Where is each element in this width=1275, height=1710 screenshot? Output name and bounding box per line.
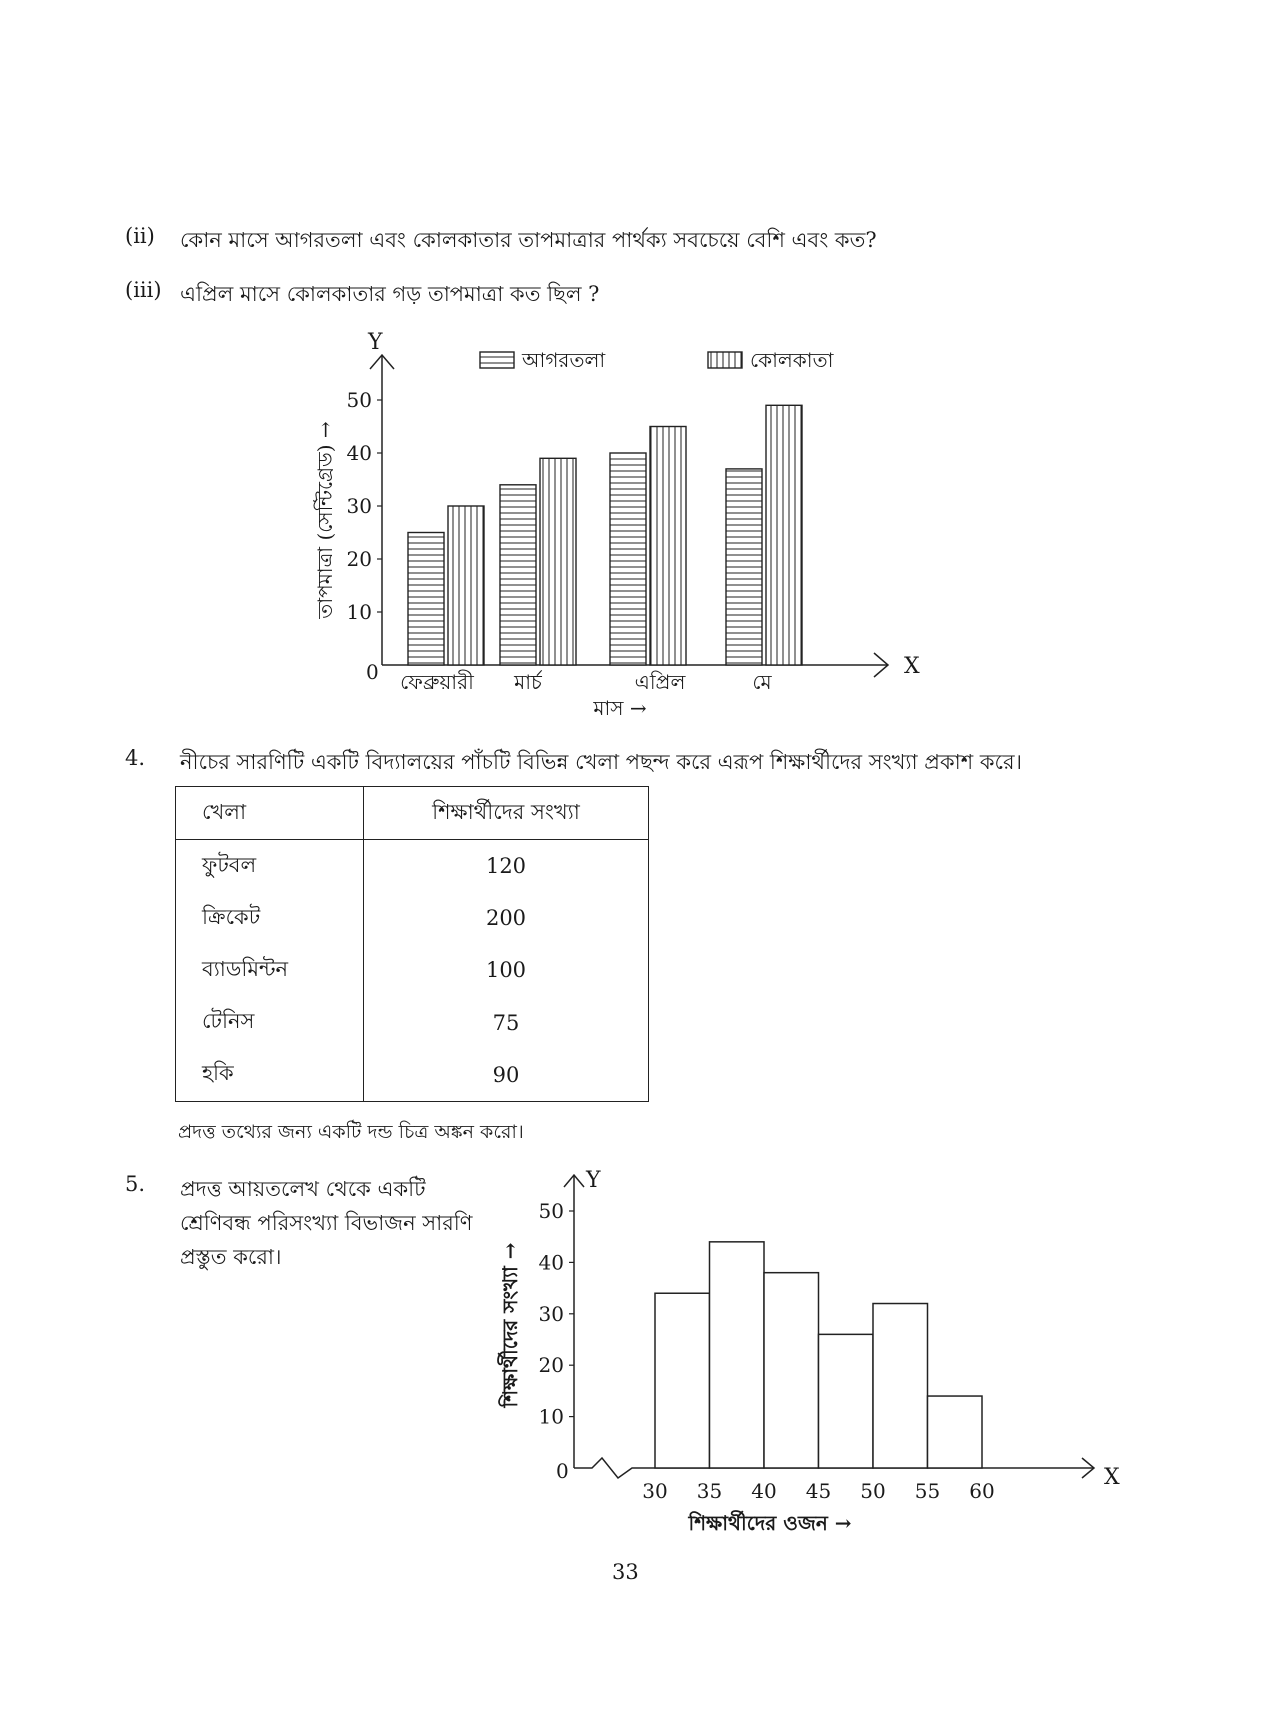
histogram-bar <box>819 1334 874 1468</box>
table-header-sport: খেলা <box>176 787 364 840</box>
x-axis-label: মাস → <box>593 696 647 720</box>
y-tick-label: 20 <box>538 1353 564 1378</box>
y-tick-label: 30 <box>346 494 372 518</box>
table-cell-sport: ক্রিকেট <box>176 892 364 944</box>
bar-agartala <box>500 485 536 665</box>
y-tick-label: 50 <box>538 1199 564 1223</box>
table-header-row <box>176 787 649 840</box>
y-tick-label: 10 <box>538 1404 564 1429</box>
x-tick-label: ফেব্রুয়ারী <box>400 670 474 694</box>
x-tick-label: 45 <box>805 1479 832 1503</box>
table-cell-count: 200 <box>364 892 649 944</box>
table-cell-sport: টেনিস <box>176 997 364 1049</box>
table-row <box>176 944 649 996</box>
table-cell-count: 120 <box>364 840 649 893</box>
x-axis-arrow <box>1082 1458 1094 1478</box>
table-cell-sport: ফুটবল <box>176 840 364 893</box>
histogram-bar <box>655 1293 710 1468</box>
table-cell-sport: হকি <box>176 1049 364 1102</box>
table-row <box>176 997 649 1049</box>
y-tick-label: 50 <box>346 388 372 412</box>
y-axis-letter: Y <box>368 330 383 355</box>
y-tick-label: 10 <box>346 600 372 624</box>
table-row <box>176 840 649 893</box>
question-5-text <box>180 1172 473 1274</box>
origin-label: 0 <box>366 660 379 684</box>
bar-kolkata <box>650 427 686 666</box>
question-4-number: 4. <box>125 746 146 770</box>
question-5-line: শ্রেণিবন্ধ পরিসংখ্যা বিভাজন সারণি <box>180 1211 473 1235</box>
x-tick-label: 55 <box>914 1479 941 1503</box>
x-tick-label: 35 <box>696 1479 723 1503</box>
bar-kolkata <box>448 506 484 665</box>
question-iii-label: (iii) <box>125 278 162 302</box>
histogram-bar <box>928 1396 983 1468</box>
y-tick-label: 40 <box>538 1250 564 1275</box>
y-axis-letter: Y <box>586 1168 601 1193</box>
table-cell-count: 75 <box>364 997 649 1049</box>
y-axis-label: শিক্ষার্থীদের সংখ্যা → <box>498 1242 522 1408</box>
legend-label: কোলকাতা <box>750 348 834 372</box>
question-ii <box>125 224 155 248</box>
x-tick-label: 60 <box>969 1479 995 1503</box>
question-iii-text: এপ্রিল মাসে কোলকাতার গড় তাপমাত্রা কত ছিল ? <box>180 282 600 306</box>
x-tick-label: মার্চ <box>514 670 542 694</box>
bar-agartala <box>408 533 444 666</box>
x-tick-label: 30 <box>642 1479 668 1503</box>
x-tick-label: 40 <box>751 1479 777 1503</box>
question-5-number: 5. <box>125 1172 146 1196</box>
sports-table <box>175 786 649 1102</box>
bar-kolkata <box>540 458 576 665</box>
y-axis-arrow <box>564 1175 584 1187</box>
legend-swatch <box>708 352 742 368</box>
table-row <box>176 892 649 944</box>
bar-agartala <box>726 469 762 665</box>
table-cell-count: 100 <box>364 944 649 996</box>
y-axis-label: তাপমাত্রা (সেন্টিগ্রেড) → <box>313 421 337 619</box>
x-tick-label: মে <box>752 670 772 694</box>
histogram-bar <box>873 1304 928 1468</box>
histogram-bar <box>764 1273 819 1468</box>
bar-kolkata <box>766 405 802 665</box>
question-5-line: প্রস্তুত করো। <box>180 1245 282 1269</box>
table-row <box>176 1049 649 1102</box>
question-ii-text: কোন মাসে আগরতলা এবং কোলকাতার তাপমাত্রার পার্থক্য সবচেয়ে বেশি এবং কত? <box>180 228 877 252</box>
y-tick-label: 30 <box>538 1301 564 1326</box>
origin-label: 0 <box>556 1459 569 1483</box>
x-axis-letter: X <box>904 654 920 679</box>
bar-agartala <box>610 453 646 665</box>
y-tick-label: 40 <box>346 441 372 465</box>
x-tick-label: এপ্রিল <box>634 670 686 694</box>
question-ii-label: (ii) <box>125 224 155 248</box>
x-tick-label: 50 <box>860 1479 886 1503</box>
question-iii <box>125 278 162 302</box>
x-axis <box>574 1458 1094 1478</box>
y-tick-label: 20 <box>346 547 372 571</box>
question-4-instruction: প্রদত্ত তথ্যের জন্য একটি দন্ড চিত্র অঙ্কন করো। <box>178 1121 524 1143</box>
legend-label: আগরতলা <box>522 348 606 372</box>
y-axis-arrow <box>370 355 394 369</box>
x-axis-label: শিক্ষার্থীদের ওজন → <box>688 1511 852 1535</box>
x-axis-arrow <box>874 653 888 677</box>
question-4-text: নীচের সারণিটি একটি বিদ্যালয়ের পাঁচটি বিভিন্ন খেলা পছন্দ করে এরূপ শিক্ষার্থীদের সংখ্যা প্রকাশ করে। <box>180 750 1023 774</box>
x-axis-letter: X <box>1104 1465 1120 1490</box>
legend-swatch <box>480 352 514 368</box>
table-header-count: শিক্ষার্থীদের সংখ্যা <box>364 787 649 840</box>
table-cell-count: 90 <box>364 1049 649 1102</box>
question-5-line: প্রদত্ত আয়তলেখ থেকে একটি <box>180 1177 426 1201</box>
table-cell-sport: ব্যাডমিন্টন <box>176 944 364 996</box>
page-number: 33 <box>612 1560 639 1584</box>
histogram-bar <box>710 1242 765 1468</box>
